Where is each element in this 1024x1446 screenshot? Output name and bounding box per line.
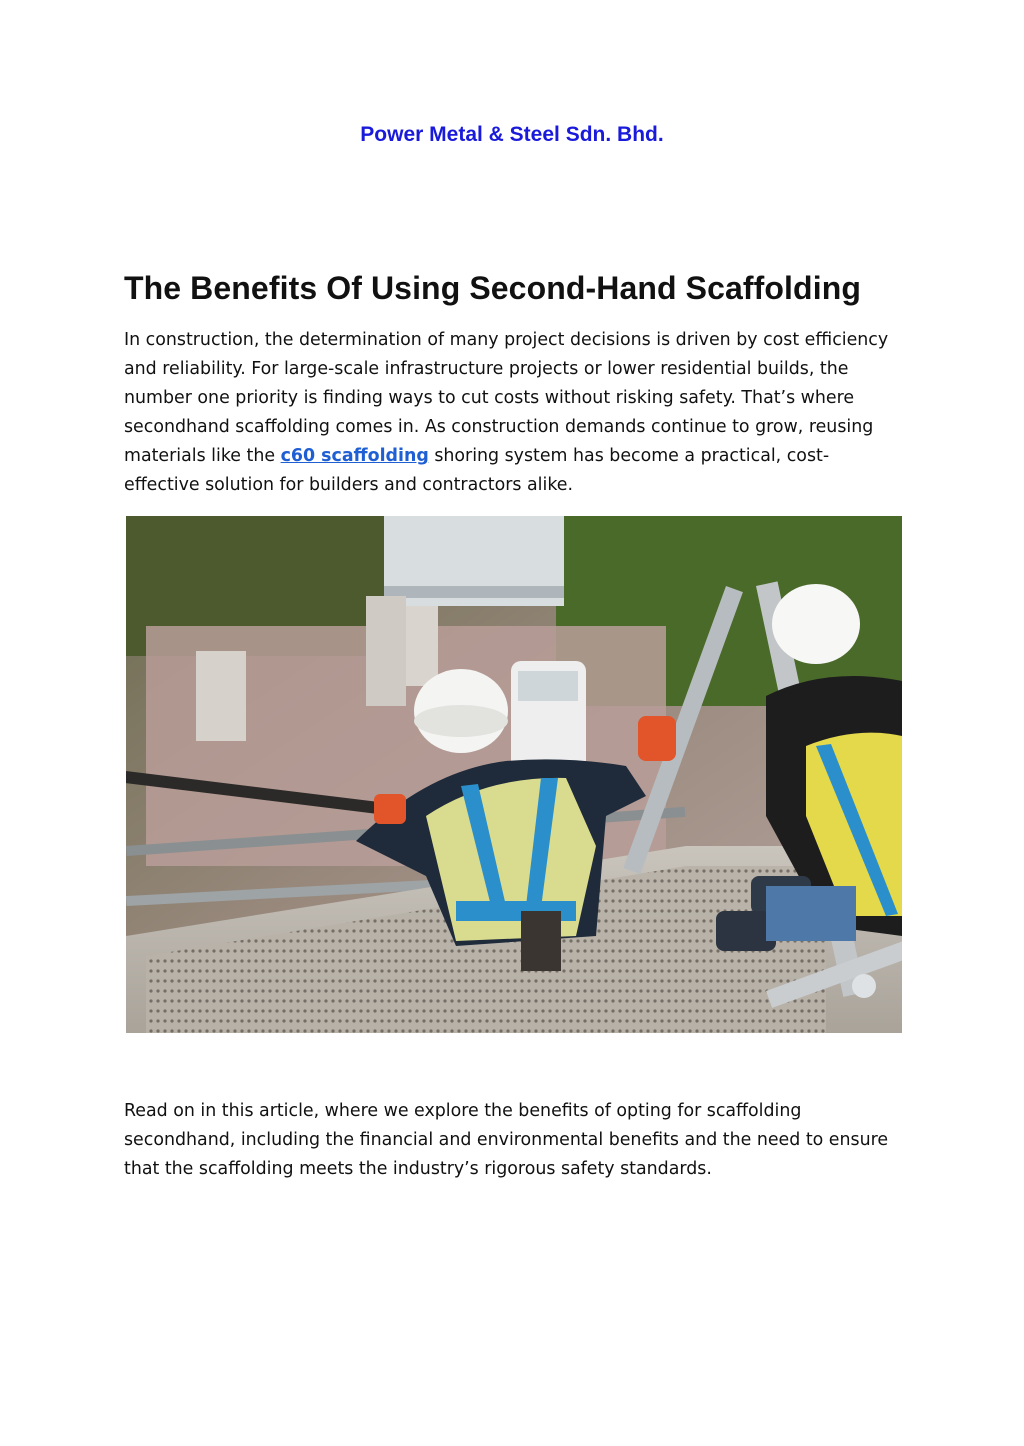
c60-scaffolding-link[interactable]: c60 scaffolding: [280, 446, 429, 466]
intro-text-end: shoring system has become a practical, cost-effective solution for builders and contractors alike.: [124, 446, 830, 495]
intro-text-start: In construction, the determination of many project decisions is driven by cost efficiency and reliability. For large-scale infrastructure projects or lower residential builds, the number one priority is finding ways to cut costs without risking safety. That’s where secondhand scaffolding comes in. As construction demands continue to grow, reusing materials like the: [124, 330, 889, 466]
company-name: Power Metal & Steel Sdn. Bhd.: [360, 123, 664, 146]
article-title: The Benefits Of Using Second-Hand Scaffolding: [124, 270, 861, 306]
closing-paragraph: Read on in this article, where we explore the benefits of opting for scaffolding secondhand, including the financial and environmental benefits and the need to ensure that the scaffolding meets the industry’s rigorous safety standards.: [124, 1101, 889, 1179]
scaffolding-workers-photo: [126, 516, 902, 1033]
intro-paragraph: [124, 326, 904, 500]
